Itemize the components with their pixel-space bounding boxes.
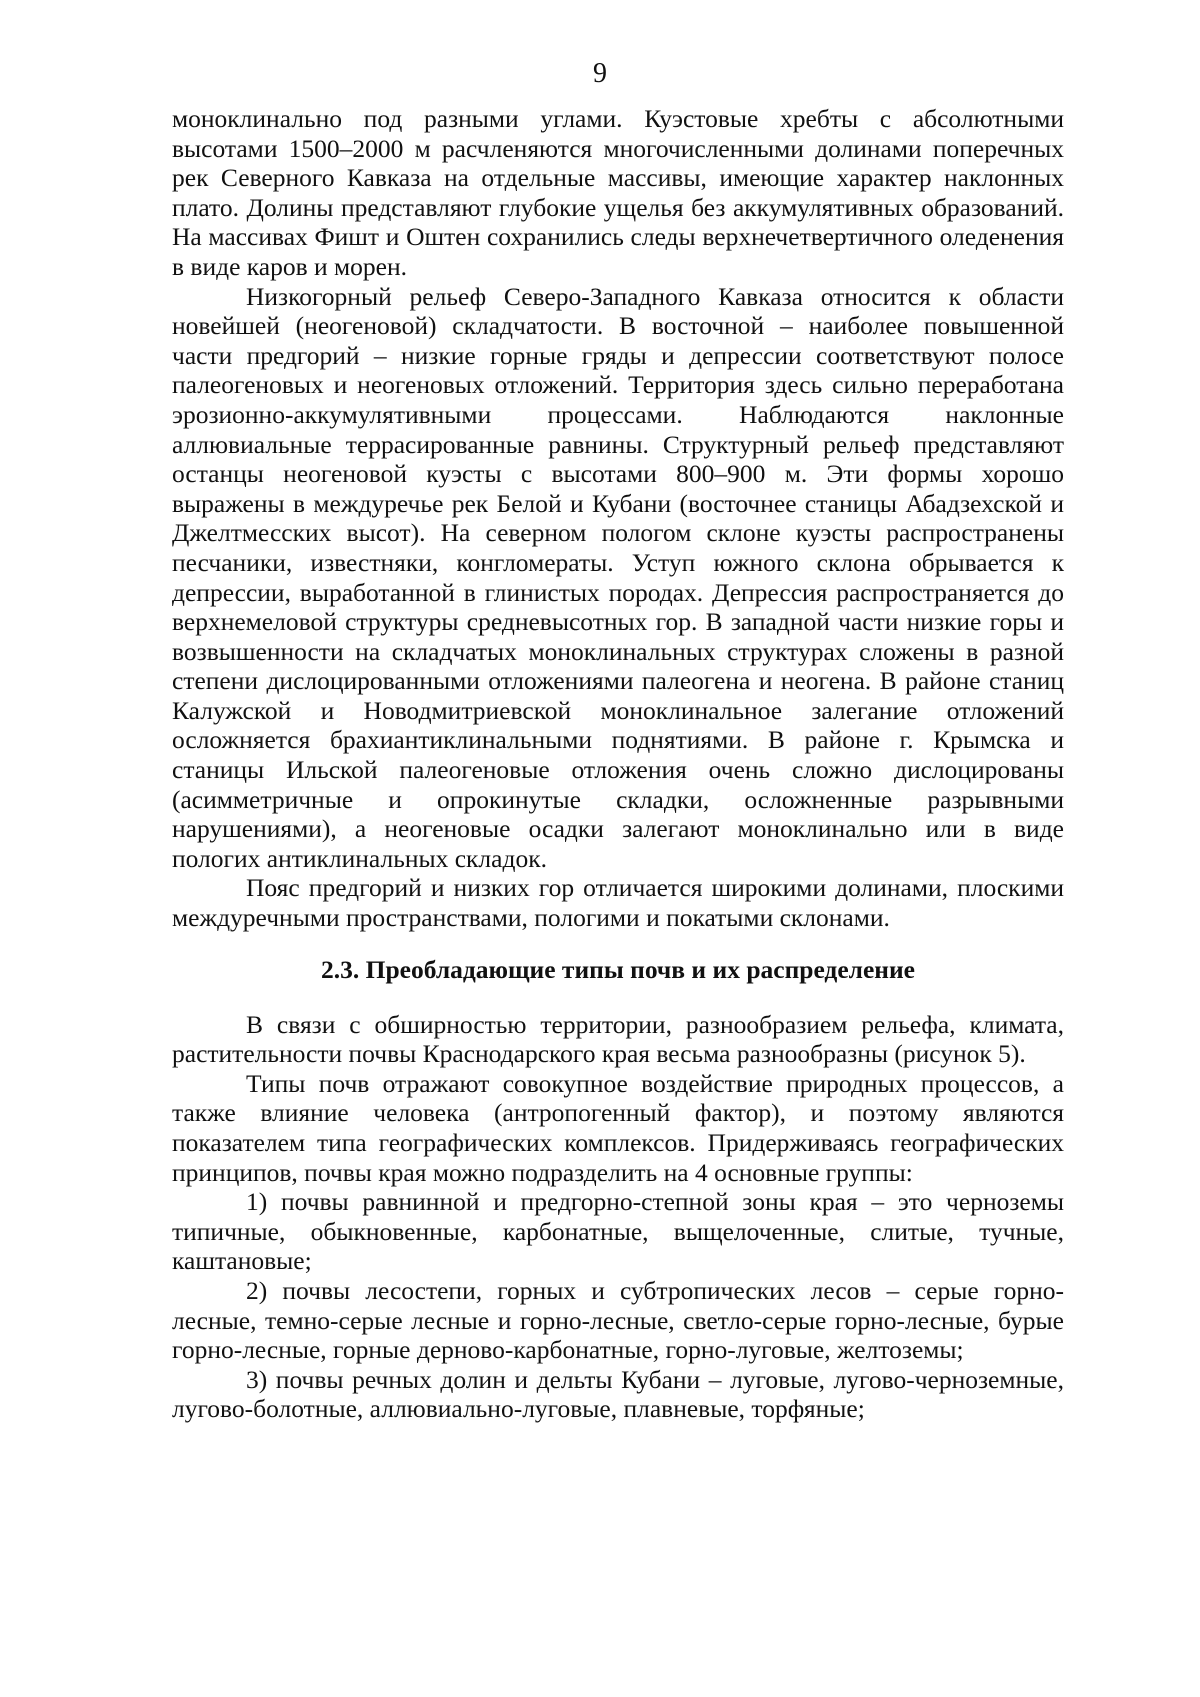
paragraph-soil-types: Типы почв отражают совокупное воздействие природных процессов, а также влияние человека (антропогенный фактор), и поэтому являются показателем типа географических комплексов. Придерживаясь географических принципов, почвы края можно подразделить на 4 основные группы:: [172, 1068, 1064, 1187]
list-item-soil-group-2: 2) почвы лесостепи, горных и субтропических лесов – серые горно-лесные, темно-серые лесные и горно-лесные, светло-серые горно-лесные, бурые горно-лесные, горные дерново-карбонатные, горно-луговые, желтоземы;: [172, 1275, 1064, 1365]
paragraph-foothills-belt: Пояс предгорий и низких гор отличается широкими долинами, плоскими междуречными пространствами, пологими и покатыми склонами.: [172, 873, 1064, 933]
page-content: [172, 104, 1064, 1424]
paragraph-soil-diversity: В связи с обширностью территории, разнообразием рельефа, климата, растительности почвы Краснодарского края весьма разнообразны (рисунок 5).: [172, 1009, 1064, 1069]
list-item-soil-group-1: 1) почвы равнинной и предгорно-степной зоны края – это черноземы типичные, обыкновенные, карбонатные, выщелоченные, слитые, тучные, каштановые;: [172, 1187, 1064, 1276]
paragraph-continuation: моноклинально под разными углами. Куэстовые хребты с абсолютными высотами 1500–2000 м расчленяются многочисленными долинами поперечных рек Северного Кавказа на отдельные массивы, имеющие характер наклонных плато. Долины представляют глубокие ущелья без аккумулятивных образований. На массивах Фишт и Оштен сохранились следы верхнечетвертичного оледенения в виде каров и морен.: [172, 104, 1064, 281]
section-heading: 2.3. Преобладающие типы почв и их распределение: [321, 954, 915, 984]
paragraph-low-mountain-relief: Низкогорный рельеф Северо-Западного Кавказа относится к области новейшей (неогеновой) складчатости. В восточной – наиболее повышенной части предгорий – низкие горные гряды и депрессии соответствуют полосе палеогеновых и неогеновых отложений. Территория здесь сильно переработана эрозионно-аккумулятивными процессами. Наблюдаются наклонные аллювиальные террасированные равнины. Структурный рельеф представляют останцы неогеновой куэсты с высотами 800–900 м. Эти формы хорошо выражены в междуречье рек Белой и Кубани (восточнее станицы Абадзехской и Джелтмесских высот). На северном пологом склоне куэсты распространены песчаники, известняки, конгломераты. Уступ южного склона обрывается к депрессии, выработанной в глинистых породах. Депрессия распространяется до верхнемеловой структуры средневысотных гор. В западной части низкие горы и возвышенности на складчатых моноклинальных структурах сложены в разной степени дислоцированными отложениями палеогена и неогена. В районе станиц Калужской и Новодмитриевской моноклинальное залегание отложений осложняется брахиантиклинальными поднятиями. В районе г. Крымска и станицы Ильской палеогеновые отложения очень сложно дислоцированы (асимметричные и опрокинутые складки, осложненные разрывными нарушениями), а неогеновые осадки залегают моноклинально или в виде пологих антиклинальных складок.: [172, 281, 1064, 873]
page-number: 9: [593, 58, 607, 89]
list-item-soil-group-3: 3) почвы речных долин и дельты Кубани – луговые, лугово-черноземные, лугово-болотные, аллювиально-луговые, плавневые, торфяные;: [172, 1364, 1064, 1424]
